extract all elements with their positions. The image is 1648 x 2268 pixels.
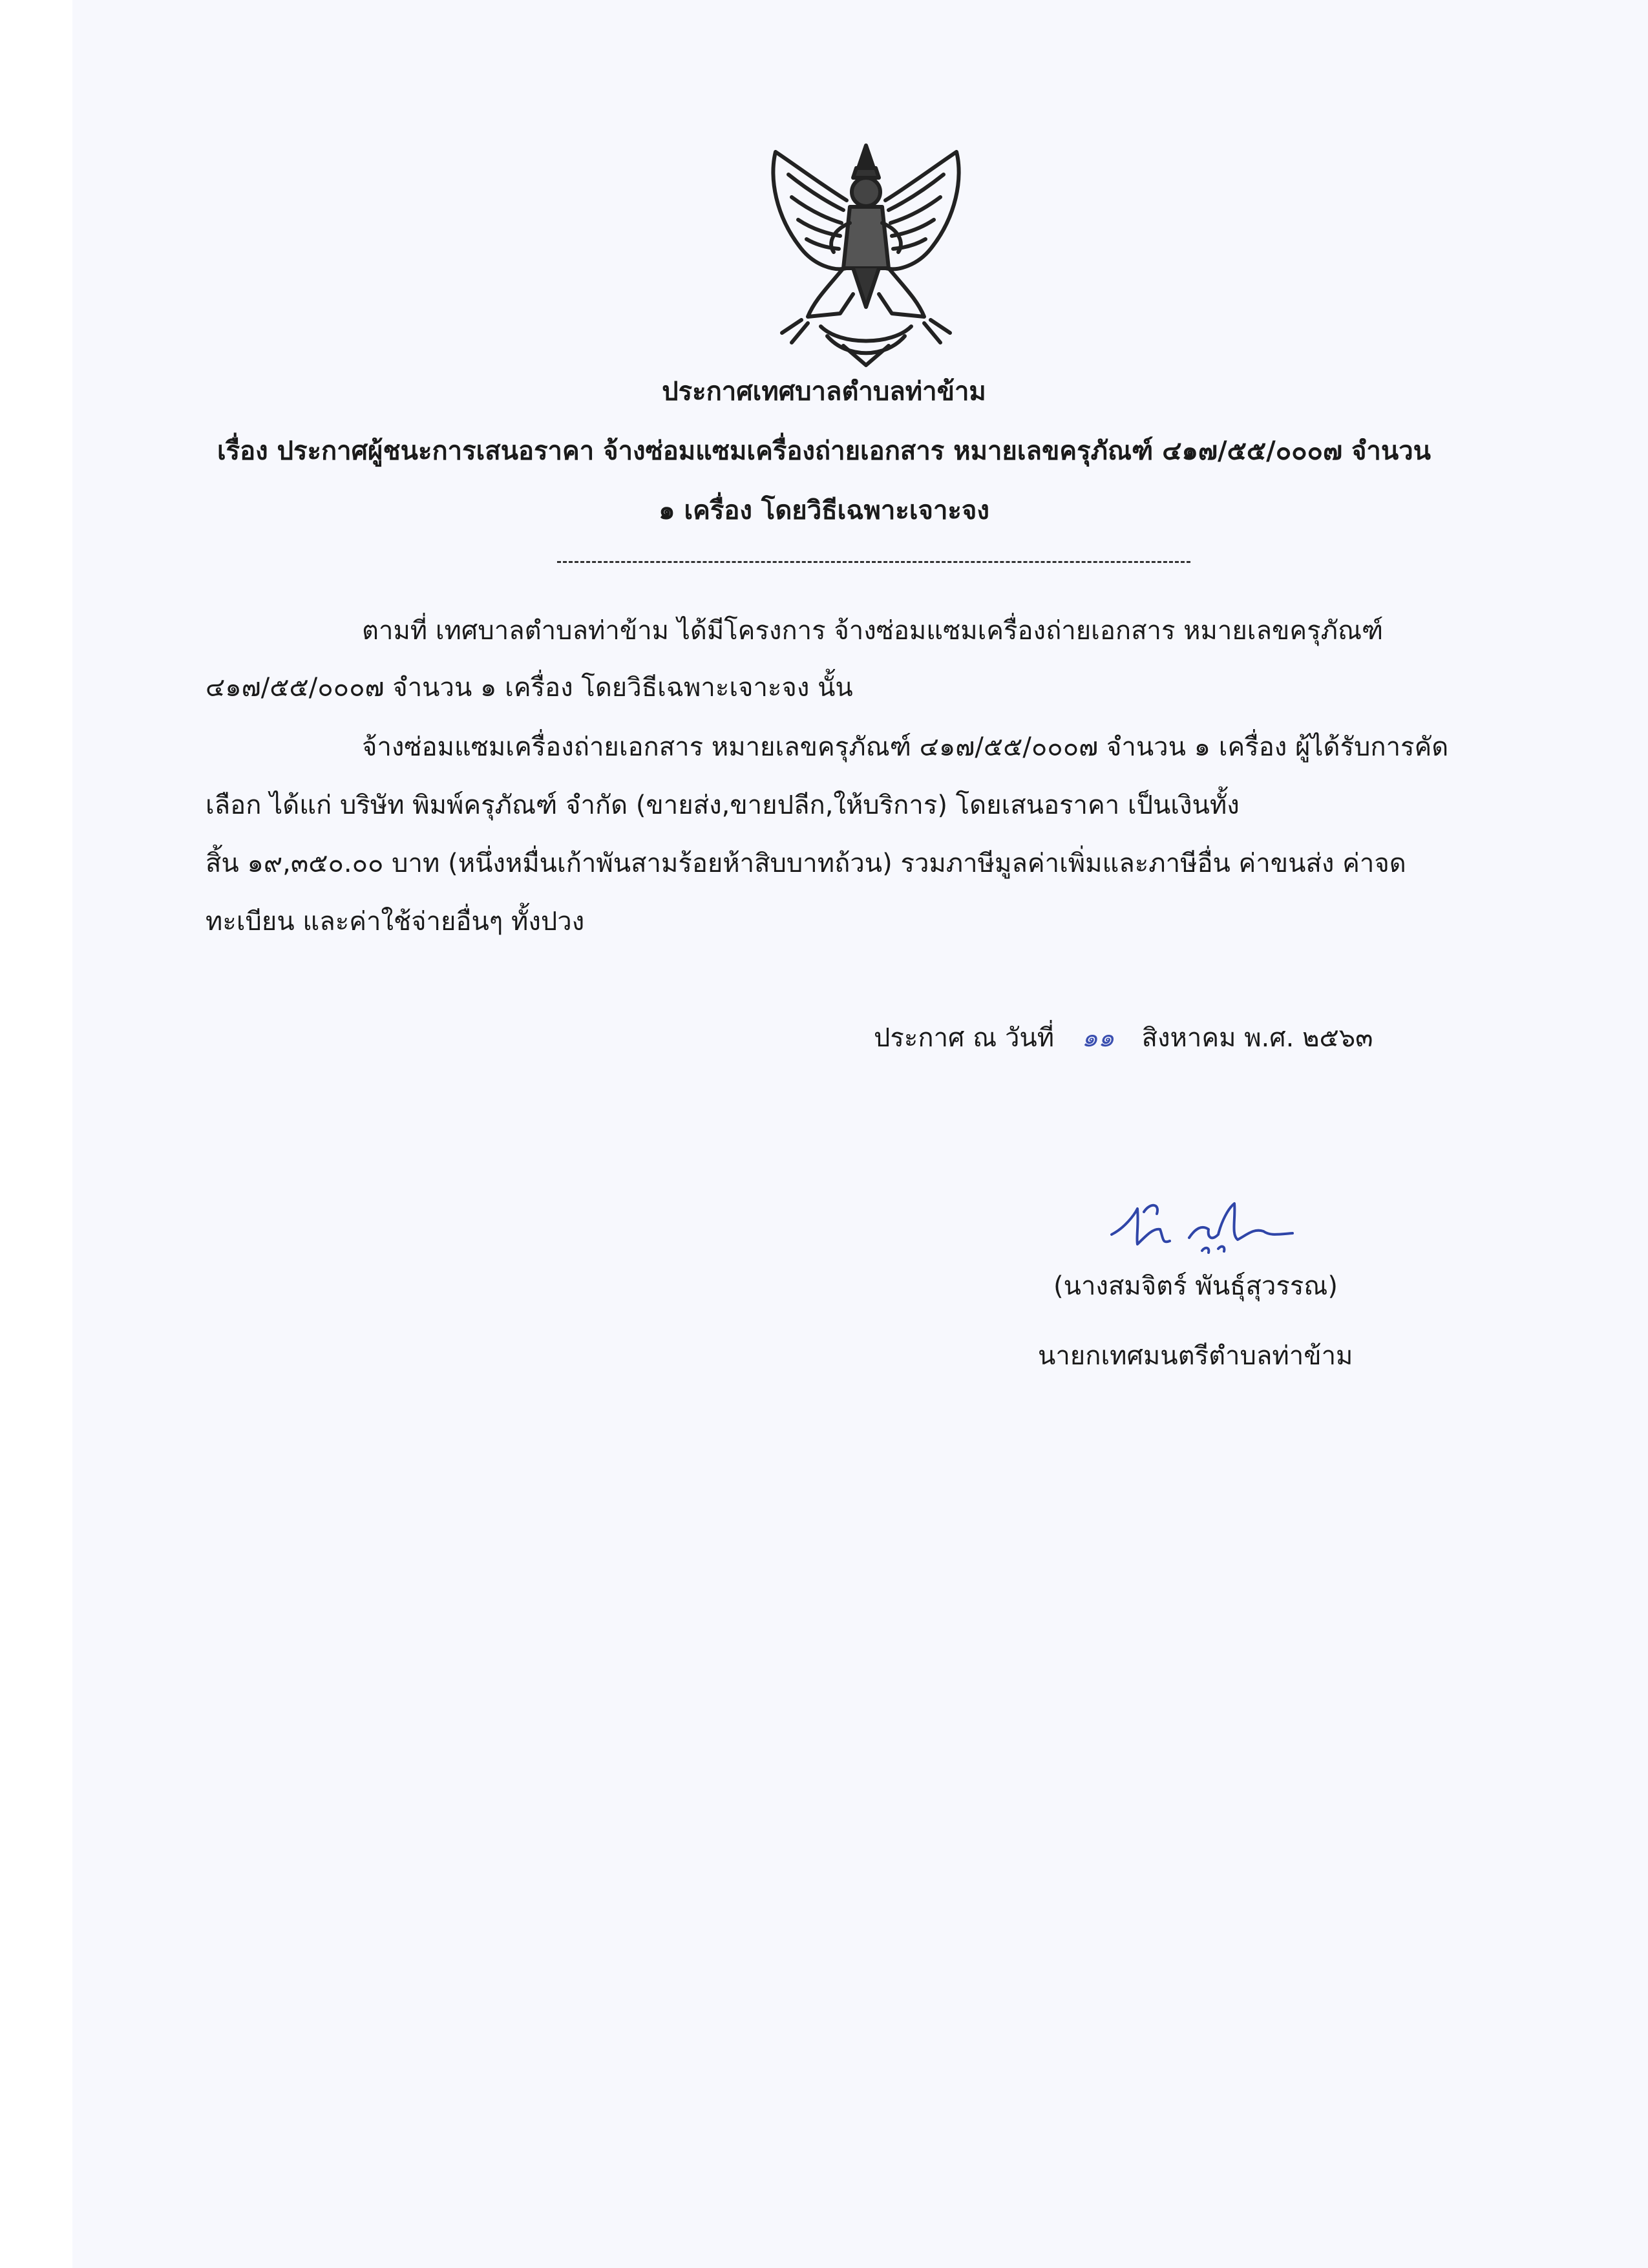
signer-name: (นางสมจิตร์ พันธุ์สุวรรณ) [1053, 1271, 1338, 1301]
date-day: ๑๑ [1081, 1023, 1115, 1053]
subject-line-1: เรื่อง ประกาศผู้ชนะการเสนอราคา จ้างซ่อมแซมเครื่องถ่ายเอกสาร หมายเลขครุภัณฑ์ ๔๑๗/๕๕/๐๐๐๗ จำนวน [217, 436, 1431, 466]
paragraph-2-line-2: เลือก ได้แก่ บริษัท พิมพ์ครุภัณฑ์ จำกัด (ขายส่ง,ขายปลีก,ให้บริการ) โดยเสนอราคา เป็นเงินทั้ง [206, 790, 1240, 820]
paragraph-1-line-1: ตามที่ เทศบาลตำบลท่าข้าม ได้มีโครงการ จ้างซ่อมแซมเครื่องถ่ายเอกสาร หมายเลขครุภัณฑ์ [362, 616, 1384, 646]
announcement-date [874, 1020, 1373, 1056]
date-month-year: สิงหาคม พ.ศ. ๒๕๖๓ [1141, 1023, 1373, 1053]
subject-line-2: ๑ เครื่อง โดยวิธีเฉพาะเจาะจง [659, 496, 989, 525]
handwritten-signature [1099, 1189, 1312, 1260]
paragraph-2-line-3: สิ้น ๑๙,๓๕๐.๐๐ บาท (หนึ่งหมื่นเก้าพันสามร้อยห้าสิบบาทถ้วน) รวมภาษีมูลค่าเพิ่มและภาษีอื่น ค่าขนส่ง ค่าจด [206, 849, 1406, 878]
paragraph-1-line-2: ๔๑๗/๕๕/๐๐๐๗ จำนวน ๑ เครื่อง โดยวิธีเฉพาะเจาะจง นั้น [206, 673, 853, 703]
signer-position: นายกเทศมนตรีตำบลท่าข้าม [1038, 1341, 1353, 1371]
paragraph-2-line-1: จ้างซ่อมแซมเครื่องถ่ายเอกสาร หมายเลขครุภัณฑ์ ๔๑๗/๕๕/๐๐๐๗ จำนวน ๑ เครื่อง ผู้ได้รับการคัด [362, 732, 1449, 762]
paragraph-2-line-4: ทะเบียน และค่าใช้จ่ายอื่นๆ ทั้งปวง [206, 907, 585, 937]
document-title: ประกาศเทศบาลตำบลท่าข้าม [662, 377, 986, 407]
date-prefix: ประกาศ ณ วันที่ [874, 1023, 1055, 1053]
garuda-emblem-icon [763, 139, 969, 368]
separator-line [557, 561, 1190, 563]
